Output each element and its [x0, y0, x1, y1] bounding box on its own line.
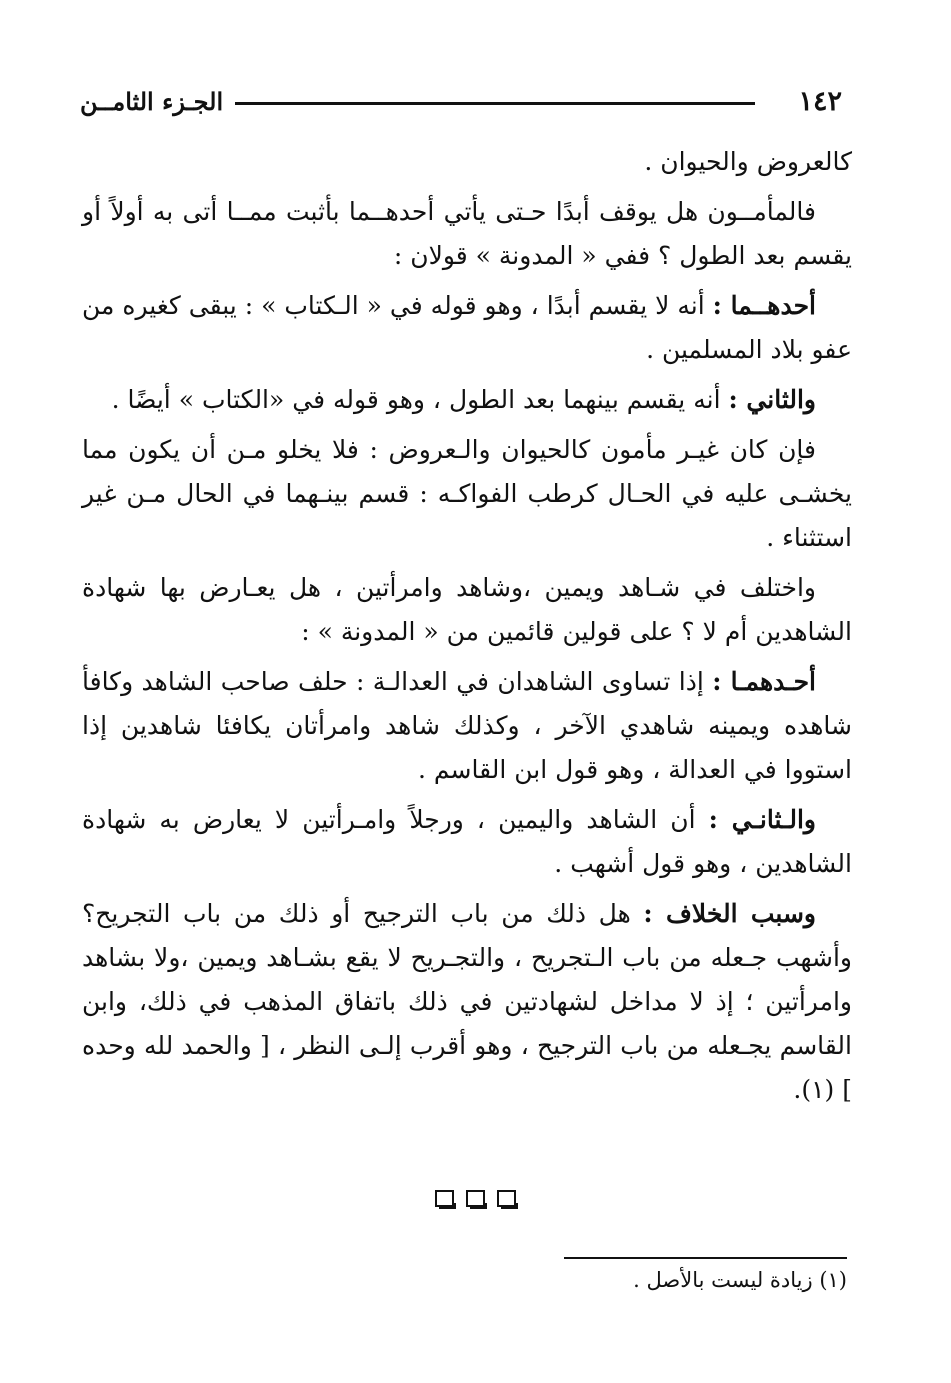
paragraph	[82, 892, 852, 1112]
paragraph	[82, 378, 852, 422]
page-number: ١٤٢	[798, 86, 842, 117]
paragraph-text: أنه يقسم بينهما بعد الطول ، وهو قوله في «الكتاب » أيضًا .	[111, 385, 729, 414]
paragraph-lead: والثاني :	[728, 385, 816, 414]
header-rule	[235, 102, 755, 105]
paragraph	[82, 798, 852, 886]
paragraph-text: إذا تساوى الشاهدان في العدالـة : حلف صاحب الشاهد وكافأ شاهده ويمينه شاهدي الآخر ، وكذلك شاهد وامرأتان يكافئا شاهدين إذا استووا في العدالة ، وهو قول ابن القاسم .	[82, 667, 852, 784]
paragraph-lead: وسبب الخلاف :	[643, 899, 816, 928]
part-title: الجـزء الثامــن	[80, 87, 224, 116]
section-separator	[0, 1188, 951, 1212]
footnote: (١) زيادة ليست بالأصل .	[633, 1268, 847, 1292]
ornament-square-icon	[435, 1190, 454, 1207]
page-header	[80, 82, 850, 122]
paragraph	[82, 566, 852, 654]
paragraph	[82, 190, 852, 278]
paragraph	[82, 284, 852, 372]
paragraph-lead: أحـدهمـا :	[712, 667, 817, 696]
paragraph-text: فإن كان غيـر مأمون كالحيوان والـعروض : فلا يخلو مـن أن يكون مما يخشـى عليه في الحـال كرطب الفواكـه : قسم بينـهما في الحال مـن غير استثناء .	[82, 435, 852, 552]
paragraph-text: أن الشاهد واليمين ، ورجلاً وامـرأتين لا يعارض به شهادة الشاهدين ، وهو قول أشهب .	[82, 805, 852, 878]
paragraph-text: واختلف في شـاهد ويمين ،وشاهد وامرأتين ، هل يعـارض بها شهادة الشاهدين أم لا ؟ على قولين قائمين من « المدونة » :	[82, 573, 852, 646]
ornament-square-icon	[466, 1190, 485, 1207]
ornament-square-icon	[497, 1190, 516, 1207]
paragraph-text: هل ذلك من باب الترجيح أو ذلك من باب التجريح؟ وأشهب جـعله من باب الـتجريح ، والتجـريح لا يقع بشـاهد ويمين ،ولا بشاهد وامرأتين ؛ إذ لا مداخل لشهادتين في ذلك باتفاق المذهب في ذلك، وابن القاسم يجـعله من باب الترجيح ، وهو أقرب إلـى النظر ، [ والحمد لله وحده ] (١).	[82, 899, 852, 1104]
paragraph-lead: أحدهــما :	[712, 291, 816, 320]
paragraph-text: فالمأمــون هل يوقف أبدًا حـتى يأتي أحدهــما بأثبت ممــا أتى به أولاً أو يقسم بعد الطول ؟ ففي « المدونة » قولان :	[82, 197, 852, 270]
paragraph-text: أنه لا يقسم أبدًا ، وهو قوله في « الـكتاب » : يبقى كغيره من عفو بلاد المسلمين .	[82, 291, 852, 364]
footnote-rule	[564, 1257, 847, 1259]
paragraph	[82, 428, 852, 560]
paragraph-lead: والـثانـي :	[708, 805, 816, 834]
paragraph	[82, 140, 852, 184]
paragraph-text: كالعروض والحيوان .	[644, 147, 852, 176]
body-text	[82, 140, 852, 1118]
paragraph	[82, 660, 852, 792]
